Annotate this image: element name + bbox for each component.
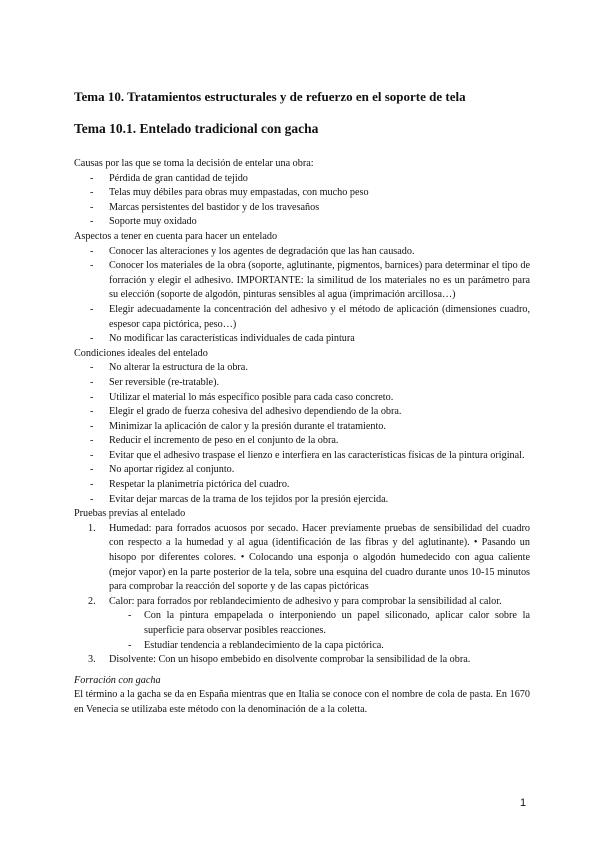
pruebas-title: Pruebas previas al entelado bbox=[74, 508, 186, 520]
list-item: - Evitar dejar marcas de la trama de los tejidos por la presión ejercida. bbox=[74, 493, 530, 508]
sub-heading: Tema 10.1. Entelado tradicional con gacha bbox=[74, 121, 319, 136]
list-item: - Conocer los materiales de la obra (soporte, aglutinante, pigmentos, barnices) para determinar el tipo de forración y elegir el adhesivo. IMPORTANTE: la similitud de los materiales no es un parámetro para su elección (soporte de algodón, pinturas sensibles al agua (imprimación arcillosa…) bbox=[74, 259, 530, 303]
list-item: - Elegir el grado de fuerza cohesiva del adhesivo dependiendo de la obra. bbox=[74, 405, 530, 420]
aspectos-list bbox=[74, 245, 530, 347]
item-number: 3. bbox=[88, 654, 96, 666]
list-item: - Evitar que el adhesivo traspase el lienzo e interfiera en las características físicas de la pintura original. bbox=[74, 449, 530, 464]
forracion-title: Forración con gacha bbox=[74, 674, 161, 686]
list-item: - Marcas persistentes del bastidor y de los travesaños bbox=[74, 201, 530, 216]
list-item: - Telas muy débiles para obras muy empastadas, con mucho peso bbox=[74, 186, 530, 201]
causas-list bbox=[74, 172, 530, 230]
list-item: - No alterar la estructura de la obra. bbox=[74, 361, 530, 376]
item-number: 2. bbox=[88, 595, 96, 607]
item-text: Humedad: para forrados acuosos por secado. Hacer previamente pruebas de sensibilidad del cuadro con respecto a la humedad y al agua (identificación de las fibras y del aglutinante). • Pasando un hisopo por diferentes colores. • Colocando una esponja o algodón humedecido con agua caliente (mejor vapor) en la parte posterior de la tela, sobre una esquina del cuadro durante unos 10-15 minutos para comprobar la reacción del soporte y de las capas pictóricas bbox=[109, 522, 530, 593]
item-text: Calor: para forrados por reblandecimiento de adhesivo y para comprobar la sensibilidad al calor. bbox=[109, 595, 502, 607]
list-item: - Respetar la planimetría pictórica del cuadro. bbox=[74, 478, 530, 493]
sub-list-item: - Estudiar tendencia a reblandecimiento de la capa pictórica. bbox=[74, 639, 530, 654]
list-item: - Utilizar el material lo más específico posible para cada caso concreto. bbox=[74, 391, 530, 406]
aspectos-title: Aspectos a tener en cuenta para hacer un entelado bbox=[74, 230, 278, 242]
list-item bbox=[74, 595, 530, 653]
condiciones-list bbox=[74, 361, 530, 507]
list-item: - Pérdida de gran cantidad de tejido bbox=[74, 172, 530, 187]
list-item: - Ser reversible (re-tratable). bbox=[74, 376, 530, 391]
list-item: - Elegir adecuadamente la concentración del adhesivo y el método de aplicación (dimensiones cuadro, espesor capa pictórica, peso…) bbox=[74, 303, 530, 332]
sub-list-item: - Con la pintura empapelada o interponiendo un papel siliconado, aplicar calor sobre la superficie para observar posibles reacciones. bbox=[74, 609, 530, 638]
list-item: - Reducir el incremento de peso en el conjunto de la obra. bbox=[74, 434, 530, 449]
causas-title: Causas por las que se toma la decisión de entelar una obra: bbox=[74, 158, 314, 169]
item-text: Disolvente: Con un hisopo embebido en disolvente comprobar la sensibilidad de la obra. bbox=[109, 654, 471, 666]
document-body bbox=[74, 157, 530, 718]
condiciones-title: Condiciones ideales del entelado bbox=[74, 347, 208, 359]
page-number: 1 bbox=[520, 797, 527, 809]
pruebas-list bbox=[74, 522, 530, 668]
list-item: - Minimizar la aplicación de calor y la presión durante el tratamiento. bbox=[74, 420, 530, 435]
list-item: - Conocer las alteraciones y los agentes de degradación que las han causado. bbox=[74, 245, 530, 260]
calor-sublist bbox=[109, 609, 530, 653]
list-item: - No aportar rigidez al conjunto. bbox=[74, 463, 530, 478]
list-item bbox=[74, 653, 530, 668]
list-item bbox=[74, 522, 530, 595]
list-item: - No modificar las características individuales de cada pintura bbox=[74, 332, 530, 347]
forracion-text: El término a la gacha se da en España mientras que en Italia se conoce con el nombre de cola de pasta. En 1670 en Venecia se utilizaba este método con la denominación de a la coletta. bbox=[74, 689, 530, 715]
list-item: - Soporte muy oxidado bbox=[74, 215, 530, 230]
item-number: 1. bbox=[88, 522, 96, 534]
main-heading: Tema 10. Tratamientos estructurales y de refuerzo en el soporte de tela bbox=[74, 89, 466, 104]
